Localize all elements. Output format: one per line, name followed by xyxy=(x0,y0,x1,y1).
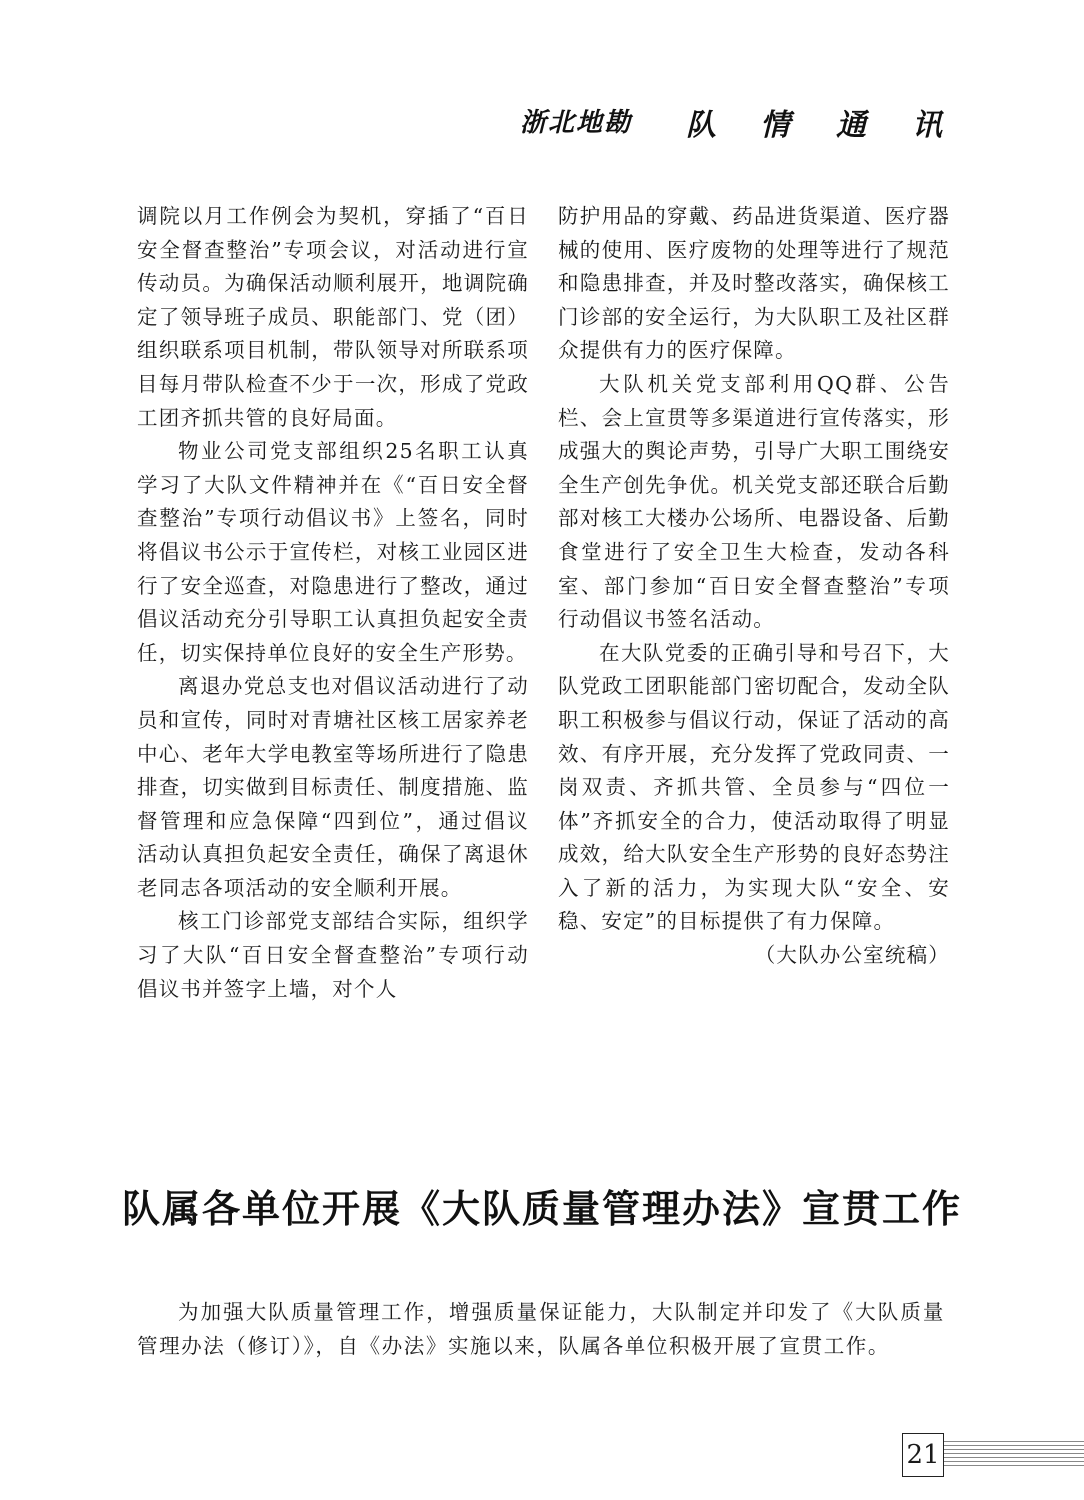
page-number: 21 xyxy=(902,1433,944,1477)
article-title: 队属各单位开展《大队质量管理办法》宣贯工作 xyxy=(121,1187,962,1231)
paragraph: 核工门诊部党支部结合实际，组织学习了大队“百日安全督查整治”专项行动倡议书并签字上墙，对个人 xyxy=(137,909,529,1001)
paragraph: 在大队党委的正确引导和号召下，大队党政工团职能部门密切配合，发动全队职工积极参与倡议行动，保证了活动的高效、有序开展，充分发挥了党政同责、一岗双责、齐抓共管、全员参与“四位一体”齐抓安全的合力，使活动取得了明显成效，给大队安全生产形势的良好态势注入了新的活力，为实现大队“安全、安稳、安定”的目标提供了有力保障。 xyxy=(558,640,950,934)
header-char-1: 队 xyxy=(686,108,716,143)
paragraph: 防护用品的穿戴、药品进货渠道、医疗器械的使用、医疗废物的处理等进行了规范和隐患排查，并及时整改落实，确保核工门诊部的安全运行，为大队职工及社区群众提供有力的医疗保障。 xyxy=(558,204,950,363)
paragraph: 大队机关党支部利用QQ群、公告栏、会上宣贯等多渠道进行宣传落实，形成强大的舆论声势，引导广大职工围绕安全生产创先争优。机关党支部还联合后勤部对核工大楼办公场所、电器设备、后勤食堂进行了安全卫生大检查，发动各科室、部门参加“百日安全督查整治”专项行动倡议书签名活动。 xyxy=(558,371,950,632)
page-header xyxy=(520,98,940,144)
header-char-3: 通 xyxy=(836,108,866,143)
article-body: 为加强大队质量管理工作，增强质量保证能力，大队制定并印发了《大队质量管理办法（修订）》，自《办法》实施以来，队属各单位积极开展了宣贯工作。 xyxy=(137,1300,945,1358)
paragraph: 物业公司党支部组织25名职工认真学习了大队文件精神并在《“百日安全督查整治”专项行动倡议书》上签名，同时将倡议书公示于宣传栏，对核工业园区进行了安全巡查，对隐患进行了整改，通过倡议活动充分引导职工认真担负起安全责任，切实保持单位良好的安全生产形势。 xyxy=(137,439,529,665)
left-column xyxy=(137,200,529,1006)
paragraph: 离退办党总支也对倡议活动进行了动员和宣传，同时对青塘社区核工居家养老中心、老年大学电教室等场所进行了隐患排查，切实做到目标责任、制度措施、监督管理和应急保障“四到位”，通过倡议活动认真担负起安全责任，确保了离退休老同志各项活动的安全顺利开展。 xyxy=(137,674,529,900)
signature: （大队办公室统稿） xyxy=(754,943,950,968)
header-char-4: 讯 xyxy=(912,108,942,143)
right-column xyxy=(558,200,950,973)
header-brand: 浙北地勘 xyxy=(520,108,633,138)
paragraph: 调院以月工作例会为契机，穿插了“百日安全督查整治”专项会议，对活动进行宣传动员。为确保活动顺利展开，地调院确定了领导班子成员、职能部门、党（团）组织联系项目机制，带队领导对所联系项目每月带队检查不少于一次，形成了党政工团齐抓共管的良好局面。 xyxy=(137,204,529,430)
page-number-stripe xyxy=(944,1441,1084,1467)
header-char-2: 情 xyxy=(760,108,790,143)
